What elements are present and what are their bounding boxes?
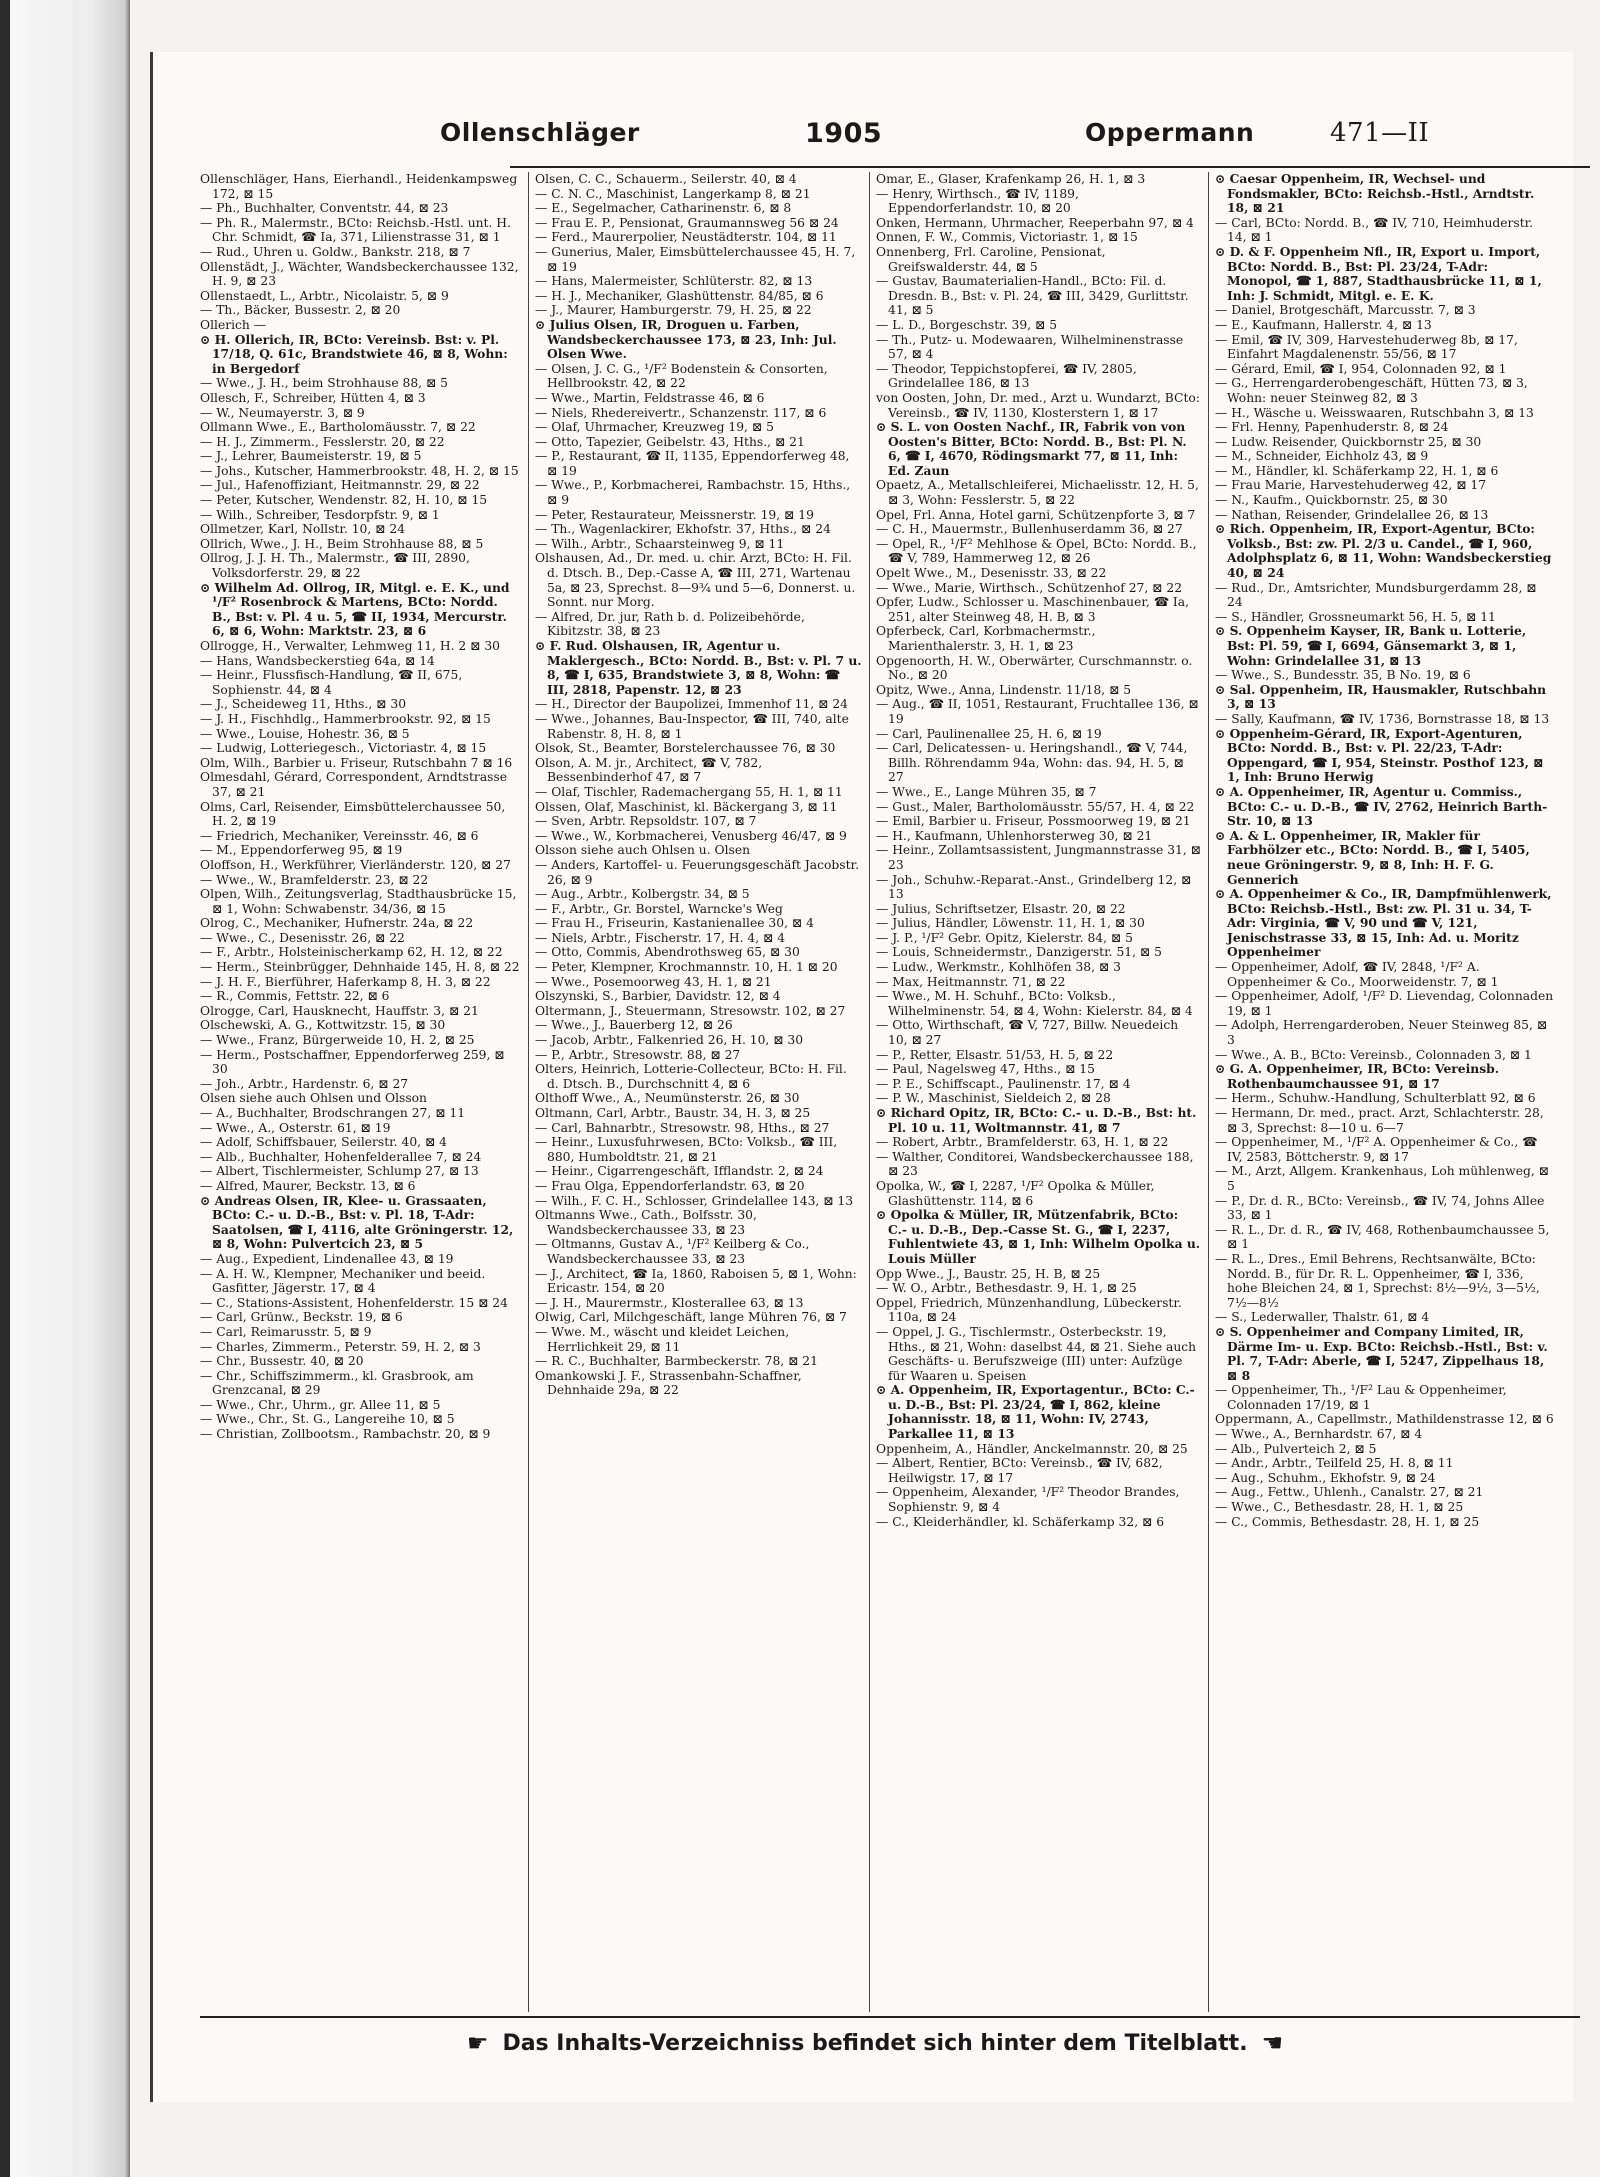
directory-entry: Oltermann, J., Steuermann, Stresowstr. 102, ⊠ 27 xyxy=(535,1003,846,1018)
directory-entry: — N., Kaufm., Quickbornstr. 25, ⊠ 30 xyxy=(1215,493,1448,508)
directory-entry: — R., Commis, Fettstr. 22, ⊠ 6 xyxy=(200,989,390,1004)
directory-entry: ⊙ S. L. von Oosten Nachf., IR, Fabrik von von Oosten's Bitter, BCto: Nordd. B., Bst: Pl. N. 6, ☎ I, 4670, Rödingsmarkt 77, ⊠ 11, Inh: Ed. Zaun xyxy=(876,419,1187,478)
directory-entry: — Wwe., C., Desenisstr. 26, ⊠ 22 xyxy=(200,930,405,945)
directory-entry: Ollmetzer, Karl, Nollstr. 10, ⊠ 24 xyxy=(200,522,406,537)
directory-entry: — Sven, Arbtr. Repsoldstr. 107, ⊠ 7 xyxy=(535,814,757,829)
directory-entry: — Carl, Reimarusstr. 5, ⊠ 9 xyxy=(200,1324,372,1339)
directory-entry: — Adolph, Herrengarderoben, Neuer Steinweg 85, ⊠ 3 xyxy=(1215,1018,1548,1048)
directory-entry: — Wwe., A., Osterstr. 61, ⊠ 19 xyxy=(200,1120,391,1135)
directory-entry: — Carl, BCto: Nordd. B., ☎ IV, 710, Heimhuderstr. 14, ⊠ 1 xyxy=(1215,215,1534,245)
directory-entry: — Emil, Barbier u. Friseur, Possmoorweg 19, ⊠ 21 xyxy=(876,814,1191,829)
directory-entry: — Wwe., Chr., St. G., Langereihe 10, ⊠ 5 xyxy=(200,1412,455,1427)
directory-entry: ⊙ A. & L. Oppenheimer, IR, Makler für Farbhölzer etc., BCto: Nordd. B., ☎ I, 5405, neue Gröningerstr. 9, ⊠ 8, Inh: H. F. G. Gennerich xyxy=(1215,827,1530,887)
directory-entry: — Christian, Zollbootsm., Rambachstr. 20, ⊠ 9 xyxy=(200,1427,491,1442)
column-2 xyxy=(528,172,862,2012)
directory-entry: — Wwe., M. H. Schuhf., BCto: Volksb., Wilhelminenstr. 54, ⊠ 4, Wohn: Kielerstr. 84, ⊠ 4 xyxy=(876,989,1193,1018)
directory-entry: — E., Segelmacher, Catharinenstr. 6, ⊠ 8 xyxy=(535,201,792,216)
directory-entry: — Adolf, Schiffsbauer, Seilerstr. 40, ⊠ 4 xyxy=(200,1135,447,1150)
directory-entry: ⊙ Opolka & Müller, IR, Mützenfabrik, BCto: C.- u. D.-B., Dep.-Casse St. G., ☎ I, 2237, Fuhlentwiete 43, ⊠ 1, Inh: Wilhelm Opolka u. Louis Müller xyxy=(876,1207,1201,1266)
directory-entry: — Heinr., Cigarrengeschäft, Ifflandstr. 2, ⊠ 24 xyxy=(535,1164,824,1179)
directory-entry: Olshausen, Ad., Dr. med. u. chir. Arzt, BCto: H. Fil. d. Dtsch. B., Dep.-Casse A, ☎ III, 271, Wartenau 5a, ⊠ 23, Sprechst. 8—9¾ und 5—6, Donnerst. u. Sonnt. nur Morg. xyxy=(535,551,856,610)
directory-entry: — Wwe. M., wäscht und kleidet Leichen, Herrlichkeit 29, ⊠ 11 xyxy=(535,1324,790,1354)
directory-entry: — Alfred, Maurer, Beckstr. 13, ⊠ 6 xyxy=(200,1178,416,1193)
directory-entry: ⊙ G. A. Oppenheimer, IR, BCto: Vereinsb. Rothenbaumchaussee 91, ⊠ 17 xyxy=(1215,1061,1499,1091)
directory-entry: — J., Scheideweg 11, Hths., ⊠ 30 xyxy=(200,697,407,712)
directory-entry: — Frau E. P., Pensionat, Graumannsweg 56 ⊠ 24 xyxy=(535,215,839,230)
directory-entry: — Th., Wagenlackirer, Ekhofstr. 37, Hths., ⊠ 24 xyxy=(535,522,831,537)
header-first-entry: Ollenschläger xyxy=(440,118,640,147)
directory-entry: — Peter, Klempner, Krochmannstr. 10, H. 1 ⊠ 20 xyxy=(535,960,838,975)
running-header xyxy=(140,118,1580,158)
directory-entry: Olson, A. M. jr., Architect, ☎ V, 782, Bessenbinderhof 47, ⊠ 7 xyxy=(535,755,763,785)
directory-entry: Olters, Heinrich, Lotterie-Collecteur, BCto: H. Fil. d. Dtsch. B., Durchschnitt 4, ⊠ 6 xyxy=(535,1062,847,1091)
directory-entry: — P., Restaurant, ☎ II, 1135, Eppendorferweg 48, ⊠ 19 xyxy=(535,449,850,478)
directory-entry: — Wwe., Marie, Wirthsch., Schützenhof 27, ⊠ 22 xyxy=(876,580,1183,595)
directory-entry: ⊙ Andreas Olsen, IR, Klee- u. Grassaaten, BCto: C.- u. D.-B., Bst: v. Pl. 18, T-Adr: Saatolsen, ☎ I, 4116, alte Gröningerstr. 12, ⊠ 8, Wohn: Pulvertcich 23, ⊠ 5 xyxy=(200,1192,514,1252)
directory-entry: — Heinr., Luxusfuhrwesen, BCto: Volksb., ☎ III, 880, Humboldtstr. 21, ⊠ 21 xyxy=(535,1135,838,1164)
directory-entry: — Ferd., Maurerpolier, Neustädterstr. 104, ⊠ 11 xyxy=(535,230,837,245)
directory-entry: — Peter, Kutscher, Wendenstr. 82, H. 10, ⊠ 15 xyxy=(200,493,488,508)
directory-entry: — Opel, R., ¹/F² Mehlhose & Opel, BCto: Nordd. B., ☎ V, 789, Hammerweg 12, ⊠ 26 xyxy=(876,536,1197,566)
directory-entry: Opitz, Wwe., Anna, Lindenstr. 11/18, ⊠ 5 xyxy=(876,682,1132,697)
scan-left-margin xyxy=(0,0,130,2177)
directory-entry: — Frau H., Friseurin, Kastanienallee 30, ⊠ 4 xyxy=(535,916,814,931)
directory-entry: — Oppenheimer, Adolf, ☎ IV, 2848, ¹/F² A. Oppenheimer & Co., Moorweidenstr. 7, ⊠ 1 xyxy=(1215,960,1499,989)
directory-entry: Oppenheim, A., Händler, Anckelmannstr. 20, ⊠ 25 xyxy=(876,1441,1188,1456)
directory-entry: Ollrogge, H., Verwalter, Lehmweg 11, H. 2 ⊠ 30 xyxy=(200,639,500,653)
directory-entry: — M., Händler, kl. Schäferkamp 22, H. 1, ⊠ 6 xyxy=(1215,463,1499,478)
directory-entry: ⊙ F. Rud. Olshausen, IR, Agentur u. Maklergesch., BCto: Nordd. B., Bst: v. Pl. 7 u. 8, ☎ I, 635, Brandstwiete 3, ⊠ 8, Wohn: ☎ III, 2818, Papenstr. 12, ⊠ 23 xyxy=(535,638,862,697)
directory-entry: — Herm., Postschaffner, Eppendorferweg 259, ⊠ 30 xyxy=(200,1047,505,1077)
directory-entry: Ollenstädt, J., Wächter, Wandsbeckerchaussee 132, H. 9, ⊠ 23 xyxy=(200,259,519,289)
footer-text: Das Inhalts-Verzeichniss befindet sich hinter dem Titelblatt. xyxy=(502,2030,1248,2056)
directory-entry: — W. O., Arbtr., Bethesdastr. 9, H. 1, ⊠ 25 xyxy=(876,1281,1137,1296)
scan-binding-edge xyxy=(0,0,10,2177)
directory-entry: — Carl, Grünw., Beckstr. 19, ⊠ 6 xyxy=(200,1310,403,1325)
directory-entry: — Theodor, Teppichstopferei, ☎ IV, 2805, Grindelallee 186, ⊠ 13 xyxy=(876,361,1137,391)
directory-entry: — Otto, Wirthschaft, ☎ V, 727, Billw. Neuedeich 10, ⊠ 27 xyxy=(876,1018,1179,1048)
column-3 xyxy=(869,172,1201,2012)
directory-entry: — Wwe., Posemoorweg 43, H. 1, ⊠ 21 xyxy=(535,974,772,989)
page-number: 471—II xyxy=(1330,118,1430,148)
directory-entry: — R. C., Buchhalter, Barmbeckerstr. 78, ⊠ 21 xyxy=(535,1354,818,1369)
directory-entry: — Wwe., W., Korbmacherei, Venusberg 46/47, ⊠ 9 xyxy=(535,828,847,843)
directory-entry: — Wwe., J., Bauerberg 12, ⊠ 26 xyxy=(535,1018,733,1033)
directory-entry: — Niels, Arbtr., Fischerstr. 17, H. 4, ⊠ 4 xyxy=(535,930,786,945)
directory-entry: ⊙ Oppenheim-Gérard, IR, Export-Agenturen, BCto: Nordd. B., Bst: v. Pl. 22/23, T-Adr: Oppengard, ☎ I, 954, Steinstr. Posthof 123, ⊠ 1, Inh: Bruno Herwig xyxy=(1215,725,1544,785)
directory-entry: — Chr., Schiffszimmerm., kl. Grasbrook, am Grenzcanal, ⊠ 29 xyxy=(200,1368,474,1398)
directory-entry: Omankowski J. F., Strassenbahn-Schaffner, Dehnhaide 29a, ⊠ 22 xyxy=(535,1368,802,1398)
directory-entry: — Albert, Tischlermeister, Schlump 27, ⊠ 13 xyxy=(200,1164,479,1179)
directory-entry: ⊙ Rich. Oppenheim, IR, Export-Agentur, BCto: Volksb., Bst: zw. Pl. 2/3 u. Candel., ☎ I, 960, Adolphsplatz 6, ⊠ 11, Wohn: Wandsbeckerstieg 40, ⊠ 24 xyxy=(1215,521,1552,581)
directory-entry: Olm, Wilh., Barbier u. Friseur, Rutschbahn 7 ⊠ 16 xyxy=(200,755,513,770)
directory-entry: — Otto, Commis, Abendrothsweg 65, ⊠ 30 xyxy=(535,945,800,960)
directory-entry: Opfer, Ludw., Schlosser u. Maschinenbauer, ☎ Ia, 251, alter Steinweg 48, H. B, ⊠ 3 xyxy=(876,595,1190,624)
directory-entry: — Peter, Restaurateur, Meissnerstr. 19, ⊠ 19 xyxy=(535,507,814,522)
directory-entry: — Carl, Bahnarbtr., Stresowstr. 98, Hths., ⊠ 27 xyxy=(535,1120,830,1135)
directory-entry: — P., Arbtr., Stresowstr. 88, ⊠ 27 xyxy=(535,1047,741,1062)
directory-entry: von Oosten, John, Dr. med., Arzt u. Wundarzt, BCto: Vereinsb., ☎ IV, 1130, Klosterstern 1, ⊠ 17 xyxy=(876,390,1200,420)
directory-entry: — Max, Heitmannstr. 71, ⊠ 22 xyxy=(876,974,1066,989)
directory-entry: Oltmanns Wwe., Cath., Bolfsstr. 30, Wandsbeckerchaussee 33, ⊠ 23 xyxy=(535,1208,757,1237)
directory-entry: — Oppenheimer, Adolf, ¹/F² D. Lievendag, Colonnaden 19, ⊠ 1 xyxy=(1215,989,1554,1018)
directory-entry: — R. L., Dres., Emil Behrens, Rechtsanwälte, BCto: Nordd. B., für Dr. R. L. Oppenheimer, ☎ I, 336, hohe Bleichen 24, ⊠ 1, Sprechst: 8½—9½, 3—5½, 7½—8½ xyxy=(1215,1251,1540,1310)
directory-entry: — P., Retter, Elsastr. 51/53, H. 5, ⊠ 22 xyxy=(876,1047,1114,1062)
directory-entry: ⊙ Wilhelm Ad. Ollrog, IR, Mitgl. e. E. K., und ¹/F² Rosenbrock & Martens, BCto: Nordd. B., Bst: v. Pl. 4 u. 5, ☎ II, 1934, Mercurstr. 6, ⊠ 6, Wohn: Marktstr. 23, ⊠ 6 xyxy=(200,579,510,639)
directory-entry: — Aug., Expedient, Lindenallee 43, ⊠ 19 xyxy=(200,1251,454,1266)
directory-entry: — Hans, Malermeister, Schlüterstr. 82, ⊠ 13 xyxy=(535,274,813,289)
directory-entry: — G., Herrengarderobengeschäft, Hütten 73, ⊠ 3, Wohn: neuer Steinweg 82, ⊠ 3 xyxy=(1215,376,1528,405)
directory-entry: — Ludw. Reisender, Quickbornstr 25, ⊠ 30 xyxy=(1215,434,1482,449)
directory-entry: — Wwe., E., Lange Mühren 35, ⊠ 7 xyxy=(876,784,1097,799)
directory-entry: — Aug., Arbtr., Kolbergstr. 34, ⊠ 5 xyxy=(535,887,750,902)
directory-entry: — Wwe., C., Bethesdastr. 28, H. 1, ⊠ 25 xyxy=(1215,1500,1464,1515)
directory-entry: Oppel, Friedrich, Münzenhandlung, Lübeckerstr. 110a, ⊠ 24 xyxy=(876,1295,1182,1325)
directory-entry: Olpen, Wilh., Zeitungsverlag, Stadthausbrücke 15, ⊠ 1, Wohn: Schwabenstr. 34/36, ⊠ 15 xyxy=(200,887,517,916)
directory-entry: Ollesch, F., Schreiber, Hütten 4, ⊠ 3 xyxy=(200,390,426,405)
directory-entry: ⊙ A. Oppenheim, IR, Exportagentur., BCto: C.- u. D.-B., Bst: Pl. 23/24, ☎ I, 862, kleine Johannisstr. 18, ⊠ 11, Wohn: IV, 2743, Parkallee 11, ⊠ 13 xyxy=(876,1382,1195,1442)
directory-entry: — Albert, Rentier, BCto: Vereinsb., ☎ IV, 682, Heilwigstr. 17, ⊠ 17 xyxy=(876,1456,1163,1485)
directory-entry: — Otto, Tapezier, Geibelstr. 43, Hths., ⊠ 21 xyxy=(535,434,805,449)
directory-entry: Olssen, Olaf, Maschinist, kl. Bäckergang 3, ⊠ 11 xyxy=(535,799,838,814)
directory-entry: Ollenstaedt, L., Arbtr., Nicolaistr. 5, ⊠ 9 xyxy=(200,288,449,303)
directory-entry: — Wwe., Johannes, Bau-Inspector, ☎ III, 740, alte Rabenstr. 8, H. 8, ⊠ 1 xyxy=(535,711,849,741)
directory-entry: Oloffson, H., Werkführer, Vierländerstr. 120, ⊠ 27 xyxy=(200,857,511,872)
directory-entry: — Frau Marie, Harvestehuderweg 42, ⊠ 17 xyxy=(1215,478,1487,493)
directory-entry: — Olaf, Tischler, Rademachergang 55, H. 1, ⊠ 11 xyxy=(535,784,843,799)
directory-entry: — Charles, Zimmerm., Peterstr. 59, H. 2, ⊠ 3 xyxy=(200,1339,481,1354)
directory-entry: — Nathan, Reisender, Grindelallee 26, ⊠ 13 xyxy=(1215,507,1489,522)
directory-entry: — Wwe., S., Bundesstr. 35, B No. 19, ⊠ 6 xyxy=(1215,668,1471,683)
directory-entry: — Andr., Arbtr., Teilfeld 25, H. 8, ⊠ 11 xyxy=(1215,1456,1454,1471)
directory-entry: — Emil, ☎ IV, 309, Harvestehuderweg 8b, ⊠ 17, Einfahrt Magdalenenstr. 55/56, ⊠ 17 xyxy=(1215,332,1518,362)
directory-entry: — Hans, Wandsbeckerstieg 64a, ⊠ 14 xyxy=(200,653,435,668)
directory-entry: — Frau Olga, Eppendorferlandstr. 63, ⊠ 20 xyxy=(535,1178,805,1193)
directory-entry: — W., Neumayerstr. 3, ⊠ 9 xyxy=(200,405,365,420)
directory-entry: — Rud., Dr., Amtsrichter, Mundsburgerdamm 28, ⊠ 24 xyxy=(1215,580,1537,610)
directory-entry: — Oppenheimer, Th., ¹/F² Lau & Oppenheimer, Colonnaden 17/19, ⊠ 1 xyxy=(1215,1383,1507,1412)
directory-entry: — Gérard, Emil, ☎ I, 954, Colonnaden 92, ⊠ 1 xyxy=(1215,361,1507,376)
directory-entry: — A. H. W., Klempner, Mechaniker und beeid. Gasfitter, Jägerstr. 17, ⊠ 4 xyxy=(200,1266,486,1296)
directory-entry: — Th., Putz- u. Modewaaren, Wilhelminenstrasse 57, ⊠ 4 xyxy=(876,332,1184,362)
directory-entry: Olszynski, S., Barbier, Davidstr. 12, ⊠ 4 xyxy=(535,989,781,1004)
directory-entry: Olmesdahl, Gérard, Correspondent, Arndtstrasse 37, ⊠ 21 xyxy=(200,770,508,799)
directory-entry: — J. H., Maurermstr., Klosterallee 63, ⊠ 13 xyxy=(535,1295,804,1310)
directory-entry: — Julius, Händler, Löwenstr. 11, H. 1, ⊠ 30 xyxy=(876,916,1145,931)
directory-entry: — Anders, Kartoffel- u. Feuerungsgeschäft Jacobstr. 26, ⊠ 9 xyxy=(535,857,859,887)
directory-entry: ⊙ Julius Olsen, IR, Droguen u. Farben, Wandsbeckerchaussee 173, ⊠ 23, Inh: Jul. Olsen Wwe. xyxy=(535,316,837,362)
directory-entry: — H. J., Mechaniker, Glashüttenstr. 84/85, ⊠ 6 xyxy=(535,288,824,303)
directory-entry: — Johs., Kutscher, Hammerbrookstr. 48, H. 2, ⊠ 15 xyxy=(200,463,519,478)
directory-entry: Oppermann, A., Capellmstr., Mathildenstrasse 12, ⊠ 6 xyxy=(1215,1412,1554,1427)
directory-entry: — Jacob, Arbtr., Falkenried 26, H. 10, ⊠ 30 xyxy=(535,1033,804,1048)
directory-entry: — Walther, Conditorei, Wandsbeckerchaussee 188, ⊠ 23 xyxy=(876,1149,1194,1179)
directory-entry: — Julius, Schriftsetzer, Elsastr. 20, ⊠ 22 xyxy=(876,901,1126,916)
directory-entry: — Ludwig, Lotteriegesch., Victoriastr. 4, ⊠ 15 xyxy=(200,741,487,756)
directory-entry: Opaetz, A., Metallschleiferei, Michaelisstr. 12, H. 5, ⊠ 3, Wohn: Fesslerstr. 5, ⊠ 22 xyxy=(876,478,1199,508)
directory-entry: — Aug., Fettw., Uhlenh., Canalstr. 27, ⊠ 21 xyxy=(1215,1485,1484,1500)
directory-entry: Olsok, St., Beamter, Borstelerchaussee 76, ⊠ 30 xyxy=(535,741,836,756)
directory-entry: Opferbeck, Carl, Korbmachermstr., Marienthalerstr. 3, H. 1, ⊠ 23 xyxy=(876,624,1096,653)
column-1 xyxy=(200,172,520,2012)
directory-entry: — Friedrich, Mechaniker, Vereinsstr. 46, ⊠ 6 xyxy=(200,828,479,843)
directory-entry: — Alfred, Dr. jur, Rath b. d. Polizeibehörde, Kibitzstr. 38, ⊠ 23 xyxy=(535,609,805,639)
directory-entry: — H., Director der Baupolizei, Immenhof 11, ⊠ 24 xyxy=(535,697,848,712)
directory-entry: — Wwe., Martin, Feldstrasse 46, ⊠ 6 xyxy=(535,390,765,405)
directory-entry: ⊙ A. Oppenheimer & Co., IR, Dampfmühlenwerk, BCto: Reichsb.-Hstl., Bst: zw. Pl. 31 u. 34, T-Adr: Virginia, ☎ V, 90 und ☎ V, 121, Jenischstrasse 33, ⊠ 15, Inh: Ad. u. Moritz Oppenheimer xyxy=(1215,886,1552,960)
directory-entry: — Heinr., Zollamtsassistent, Jungmannstrasse 31, ⊠ 23 xyxy=(876,843,1201,872)
header-year: 1905 xyxy=(805,118,883,149)
directory-entry: — Joh., Schuhw.-Reparat.-Anst., Grindelberg 12, ⊠ 13 xyxy=(876,872,1192,902)
directory-entry: — Robert, Arbtr., Bramfelderstr. 63, H. 1, ⊠ 22 xyxy=(876,1135,1169,1150)
directory-entry: — M., Schneider, Eichholz 43, ⊠ 9 xyxy=(1215,449,1429,464)
directory-entry: — Ludw., Werkmstr., Kohlhöfen 38, ⊠ 3 xyxy=(876,960,1121,975)
directory-entry: ⊙ Sal. Oppenheim, IR, Hausmakler, Rutschbahn 3, ⊠ 13 xyxy=(1215,681,1547,712)
directory-entry: Onnen, F. W., Commis, Victoriastr. 1, ⊠ 15 xyxy=(876,230,1138,245)
directory-entry: — Joh., Arbtr., Hardenstr. 6, ⊠ 27 xyxy=(200,1076,409,1091)
directory-entry: — E., Kaufmann, Hallerstr. 4, ⊠ 13 xyxy=(1215,317,1432,332)
directory-entry: — H., Kaufmann, Uhlenhorsterweg 30, ⊠ 21 xyxy=(876,828,1153,843)
directory-entry: — Sally, Kaufmann, ☎ IV, 1736, Bornstrasse 18, ⊠ 13 xyxy=(1215,711,1550,726)
directory-entry: ⊙ Caesar Oppenheim, IR, Wechsel- und Fondsmakler, BCto: Reichsb.-Hstl., Arndtstr. 18, ⊠ 21 xyxy=(1215,172,1535,216)
directory-entry: Opolka, W., ☎ I, 2287, ¹/F² Opolka & Müller, Glashüttenstr. 114, ⊠ 6 xyxy=(876,1178,1155,1208)
directory-entry: — C., Stations-Assistent, Hohenfelderstr. 15 ⊠ 24 xyxy=(200,1295,508,1310)
directory-entry: — C., Kleiderhändler, kl. Schäferkamp 32, ⊠ 6 xyxy=(876,1514,1165,1529)
directory-entry: — Henry, Wirthsch., ☎ IV, 1189, Eppendorferlandstr. 10, ⊠ 20 xyxy=(876,186,1079,216)
directory-entry: — J., Architect, ☎ Ia, 1860, Raboisen 5, ⊠ 1, Wohn: Ericastr. 154, ⊠ 20 xyxy=(535,1266,857,1296)
directory-entry: Opelt Wwe., M., Desenisstr. 33, ⊠ 22 xyxy=(876,566,1107,581)
directory-entry: Ollrich, Wwe., J. H., Beim Strohhause 88, ⊠ 5 xyxy=(200,536,484,551)
directory-entry: Ollenschläger, Hans, Eierhandl., Heidenkampsweg 172, ⊠ 15 xyxy=(200,172,518,201)
footer-notice xyxy=(300,2026,1450,2060)
directory-entry: — Chr., Bussestr. 40, ⊠ 20 xyxy=(200,1354,364,1369)
pointing-hand-icon: ☛ xyxy=(466,2029,489,2057)
directory-entry: — Niels, Rhedereivertr., Schanzenstr. 117, ⊠ 6 xyxy=(535,405,827,420)
directory-entry: — Olsen, J. C. G., ¹/F² Bodenstein & Consorten, Hellbrookstr. 42, ⊠ 22 xyxy=(535,361,828,391)
directory-entry: — Herm., Schuhw.-Handlung, Schulterblatt 92, ⊠ 6 xyxy=(1215,1091,1536,1106)
directory-entry: Onken, Hermann, Uhrmacher, Reeperbahn 97, ⊠ 4 xyxy=(876,215,1194,230)
directory-entry: — Oltmanns, Gustav A., ¹/F² Keilberg & Co., Wandsbeckerchaussee 33, ⊠ 23 xyxy=(535,1237,810,1266)
directory-entry: Onnenberg, Frl. Caroline, Pensionat, Greifswalderstr. 44, ⊠ 5 xyxy=(876,244,1106,274)
directory-entry: — Wwe., Louise, Hohestr. 36, ⊠ 5 xyxy=(200,726,410,741)
directory-entry: — P. E., Schiffscapt., Paulinenstr. 17, ⊠ 4 xyxy=(876,1076,1131,1091)
directory-entry: — Wilh., Arbtr., Schaarsteinweg 9, ⊠ 11 xyxy=(535,536,785,551)
directory-entry: ⊙ A. Oppenheimer, IR, Agentur u. Commiss., BCto: C.- u. D.-B., ☎ IV, 2762, Heinrich Barth-Str. 10, ⊠ 13 xyxy=(1215,783,1548,829)
directory-entry: Ollmann Wwe., E., Bartholomäusstr. 7, ⊠ 22 xyxy=(200,420,476,435)
directory-entry: Olrogge, Carl, Hausknecht, Hauffstr. 3, ⊠ 21 xyxy=(200,1003,479,1018)
directory-entry: — Gustav, Baumaterialien-Handl., BCto: Fil. d. Dresdn. B., Bst: v. Pl. 24, ☎ III, 3429, Gurlittstr. 41, ⊠ 5 xyxy=(876,274,1189,318)
column-4 xyxy=(1208,172,1555,2012)
directory-entry: — C. H., Mauermstr., Bullenhuserdamm 36, ⊠ 27 xyxy=(876,522,1183,537)
directory-entry: — Frl. Henny, Papenhuderstr. 8, ⊠ 24 xyxy=(1215,420,1449,435)
directory-entry: — S., Lederwaller, Thalstr. 61, ⊠ 4 xyxy=(1215,1310,1430,1325)
directory-entry: Olschewski, A. G., Kottwitzstr. 15, ⊠ 30 xyxy=(200,1018,446,1033)
entry-columns xyxy=(200,172,1580,2012)
directory-entry: Oltmann, Carl, Arbtr., Baustr. 34, H. 3, ⊠ 25 xyxy=(535,1106,811,1120)
directory-entry: — J. H., Fischhdlg., Hammerbrookstr. 92, ⊠ 15 xyxy=(200,711,491,726)
directory-entry: Omar, E., Glaser, Krafenkamp 26, H. 1, ⊠ 3 xyxy=(876,172,1146,186)
directory-entry: — Jul., Hafenoffiziant, Heitmannstr. 29, ⊠ 22 xyxy=(200,478,480,493)
directory-entry: — Gust., Maler, Bartholomäusstr. 55/57, H. 4, ⊠ 22 xyxy=(876,799,1195,814)
directory-entry: — Paul, Nagelsweg 47, Hths., ⊠ 15 xyxy=(876,1062,1095,1077)
directory-entry: — Heinr., Flussfisch-Handlung, ☎ II, 675, Sophienstr. 44, ⊠ 4 xyxy=(200,668,463,697)
directory-entry: Olms, Carl, Reisender, Eimsbüttelerchaussee 50, H. 2, ⊠ 19 xyxy=(200,799,506,829)
directory-entry: — Wilh., Schreiber, Tesdorpfstr. 9, ⊠ 1 xyxy=(200,507,440,522)
directory-entry: — J. H. F., Bierführer, Haferkamp 8, H. 3, ⊠ 22 xyxy=(200,974,491,989)
directory-entry: — Alb., Pulverteich 2, ⊠ 5 xyxy=(1215,1441,1377,1456)
directory-entry: ⊙ H. Ollerich, IR, BCto: Vereinsb. Bst: v. Pl. 17/18, Q. 61c, Brandstwiete 46, ⊠ 8, Wohn: in Bergedorf xyxy=(200,331,508,376)
directory-entry: — Wwe., Franz, Bürgerweide 10, H. 2, ⊠ 25 xyxy=(200,1033,475,1048)
directory-entry: — Oppenheim, Alexander, ¹/F² Theodor Brandes, Sophienstr. 9, ⊠ 4 xyxy=(876,1485,1180,1515)
directory-entry: — F., Arbtr., Gr. Borstel, Warncke's Weg xyxy=(535,901,783,916)
directory-entry: — S., Händler, Grossneumarkt 56, H. 5, ⊠ 11 xyxy=(1215,609,1496,624)
directory-entry: ⊙ S. Oppenheim Kayser, IR, Bank u. Lotterie, Bst: Pl. 59, ☎ I, 6694, Gänsemarkt 3, ⊠ 1, Wohn: Grindelallee 31, ⊠ 13 xyxy=(1215,623,1527,668)
directory-entry: — Gunerius, Maler, Eimsbüttelerchaussee 45, H. 7, ⊠ 19 xyxy=(535,244,856,274)
directory-entry: — M., Eppendorferweg 95, ⊠ 19 xyxy=(200,843,403,858)
directory-entry: — M., Arzt, Allgem. Krankenhaus, Loh mühlenweg, ⊠ 5 xyxy=(1215,1164,1549,1193)
directory-entry: — Daniel, Brotgeschäft, Marcusstr. 7, ⊠ 3 xyxy=(1215,303,1476,318)
directory-entry: — Wilh., F. C. H., Schlosser, Grindelallee 143, ⊠ 13 xyxy=(535,1193,854,1208)
directory-entry: — Alb., Buchhalter, Hohenfelderallee 7, ⊠ 24 xyxy=(200,1149,482,1164)
directory-entry: Ollerich — xyxy=(200,317,267,332)
directory-entry: — Olaf, Uhrmacher, Kreuzweg 19, ⊠ 5 xyxy=(535,420,774,435)
directory-entry: Olsen siehe auch Ohlsen und Olsson xyxy=(200,1091,427,1106)
directory-entry: — J. P., ¹/F² Gebr. Opitz, Kielerstr. 84, ⊠ 5 xyxy=(876,930,1133,945)
directory-entry: — A., Buchhalter, Brodschrangen 27, ⊠ 11 xyxy=(200,1106,466,1120)
directory-entry: — C., Commis, Bethesdastr. 28, H. 1, ⊠ 25 xyxy=(1215,1514,1480,1529)
header-last-entry: Oppermann xyxy=(1085,118,1255,147)
directory-entry: Opp Wwe., J., Baustr. 25, H. B, ⊠ 25 xyxy=(876,1266,1101,1281)
directory-entry: — P., Dr. d. R., BCto: Vereinsb., ☎ IV, 74, Johns Allee 33, ⊠ 1 xyxy=(1215,1193,1545,1223)
footer-rule xyxy=(200,2016,1580,2018)
directory-entry: — Wwe., A. B., BCto: Vereinsb., Colonnaden 3, ⊠ 1 xyxy=(1215,1047,1532,1062)
directory-entry: — Wwe., W., Bramfelderstr. 23, ⊠ 22 xyxy=(200,872,429,887)
directory-entry: — Aug., Schuhm., Ekhofstr. 9, ⊠ 24 xyxy=(1215,1470,1436,1485)
directory-entry: — Wwe., J. H., beim Strohhause 88, ⊠ 5 xyxy=(200,376,449,391)
directory-entry: Opel, Frl. Anna, Hotel garni, Schützenpforte 3, ⊠ 7 xyxy=(876,507,1196,522)
directory-entry: — Th., Bäcker, Bussestr. 2, ⊠ 20 xyxy=(200,303,401,318)
directory-entry: Olthoff Wwe., A., Neumünsterstr. 26, ⊠ 30 xyxy=(535,1091,800,1106)
directory-entry: — Wwe., A., Bernhardstr. 67, ⊠ 4 xyxy=(1215,1427,1423,1442)
directory-entry: ⊙ S. Oppenheimer and Company Limited, IR, Därme Im- u. Exp. BCto: Reichsb.-Hstl., Bst: v. Pl. 7, T-Adr: Aberle, ☎ I, 5247, Zippelhaus 18, ⊠ 8 xyxy=(1215,1323,1548,1383)
directory-entry: Olsen, C. C., Schauerm., Seilerstr. 40, ⊠ 4 xyxy=(535,172,797,186)
directory-entry: — Wwe., Chr., Uhrm., gr. Allee 11, ⊠ 5 xyxy=(200,1397,441,1412)
directory-entry: — Carl, Delicatessen- u. Heringshandl., ☎ V, 744, Billh. Röhrendamm 94a, Wohn: das. 94, H. 5, ⊠ 27 xyxy=(876,741,1188,785)
directory-entry: — H., Wäsche u. Weisswaaren, Rutschbahn 3, ⊠ 13 xyxy=(1215,405,1534,420)
directory-entry: Olwig, Carl, Milchgeschäft, lange Mühren 76, ⊠ 7 xyxy=(535,1310,847,1325)
directory-entry: ⊙ Richard Opitz, IR, BCto: C.- u. D.-B., Bst: ht. Pl. 10 u. 11, Woltmannstr. 41, ⊠ 7 xyxy=(876,1105,1197,1135)
directory-entry: — Oppel, J. G., Tischlermstr., Osterbeckstr. 19, Hths., ⊠ 21, Wohn: daselbst 44, ⊠ 21. Siehe auch Geschäfts- u. Berufszweige (III) unter: Aufzüge für Waaren u. Speisen xyxy=(876,1324,1197,1383)
directory-entry: Olsson siehe auch Ohlsen u. Olsen xyxy=(535,843,751,858)
directory-entry: ⊙ D. & F. Oppenheim Nfl., IR, Export u. Import, BCto: Nordd. B., Bst: Pl. 23/24, T-Adr: Monopol, ☎ 1, 887, Stadthausbrücke 11, ⊠ 1, Inh: J. Schmidt, Mitgl. e. E. K. xyxy=(1215,243,1542,303)
directory-entry: — Oppenheimer, M., ¹/F² A. Oppenheimer & Co., ☎ IV, 2583, Böttcherstr. 9, ⊠ 17 xyxy=(1215,1135,1538,1164)
directory-entry: — Herm., Steinbrügger, Dehnhaide 145, H. 8, ⊠ 22 xyxy=(200,960,520,975)
directory-entry: — P. W., Maschinist, Sieldeich 2, ⊠ 28 xyxy=(876,1091,1111,1106)
pointing-hand-left-icon: ☚ xyxy=(1261,2029,1284,2057)
directory-entry: — Wwe., P., Korbmacherei, Rambachstr. 15, Hths., ⊠ 9 xyxy=(535,478,851,508)
directory-entry: — J., Lehrer, Baumeisterstr. 19, ⊠ 5 xyxy=(200,449,422,464)
directory-entry: — Ph. R., Malermstr., BCto: Reichsb.-Hstl. unt. H. Chr. Schmidt, ☎ Ia, 371, Lilienstrasse 31, ⊠ 1 xyxy=(200,215,511,245)
directory-entry: — C. N. C., Maschinist, Langerkamp 8, ⊠ 21 xyxy=(535,186,811,201)
directory-entry: — Rud., Uhren u. Goldw., Bankstr. 218, ⊠ 7 xyxy=(200,244,471,259)
directory-entry: — H. J., Zimmerm., Fesslerstr. 20, ⊠ 22 xyxy=(200,434,445,449)
directory-entry: — L. D., Borgeschstr. 39, ⊠ 5 xyxy=(876,317,1058,332)
directory-entry: — F., Arbtr., Holsteinischerkamp 62, H. 12, ⊠ 22 xyxy=(200,945,503,960)
directory-entry: — Hermann, Dr. med., pract. Arzt, Schlachterstr. 28, ⊠ 3, Sprechst: 8—10 u. 6—7 xyxy=(1215,1106,1544,1135)
directory-entry: — Louis, Schneidermstr., Danzigerstr. 51, ⊠ 5 xyxy=(876,945,1162,960)
directory-entry: — Carl, Paulinenallee 25, H. 6, ⊠ 19 xyxy=(876,726,1102,741)
directory-entry: Olrog, C., Mechaniker, Hufnerstr. 24a, ⊠ 22 xyxy=(200,916,474,931)
directory-entry: Opgenoorth, H. W., Oberwärter, Curschmannstr. o. No., ⊠ 20 xyxy=(876,653,1193,683)
directory-entry: Ollrog, J. J. H. Th., Malermstr., ☎ III, 2890, Volksdorferstr. 29, ⊠ 22 xyxy=(200,551,470,581)
header-rule xyxy=(510,166,1590,168)
directory-entry: — Ph., Buchhalter, Conventstr. 44, ⊠ 23 xyxy=(200,201,449,216)
directory-entry: — R. L., Dr. d. R., ☎ IV, 468, Rothenbaumchaussee 5, ⊠ 1 xyxy=(1215,1222,1550,1252)
directory-entry: — Aug., ☎ II, 1051, Restaurant, Fruchtallee 136, ⊠ 19 xyxy=(876,697,1199,726)
directory-entry: — J., Maurer, Hamburgerstr. 79, H. 25, ⊠ 22 xyxy=(535,303,812,318)
